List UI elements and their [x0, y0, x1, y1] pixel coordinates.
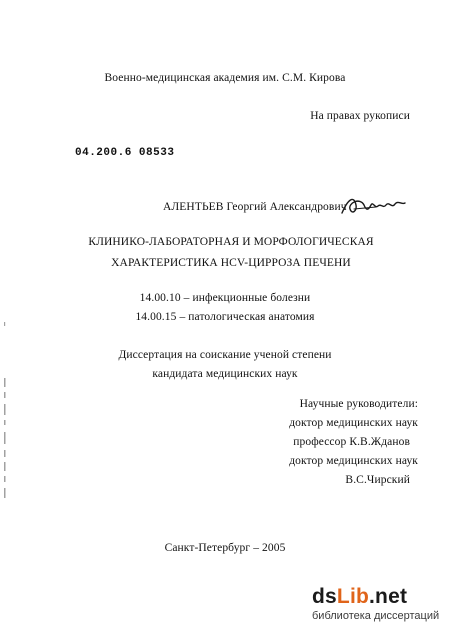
advisors-heading: Научные руководители:	[299, 398, 418, 410]
advisor-2-name: В.С.Чирский	[345, 474, 410, 486]
advisor-2-degree: доктор медицинских наук	[289, 455, 418, 467]
specialty-1: 14.00.10 – инфекционные болезни	[139, 292, 311, 304]
registration-number: 04.200.6 08533	[75, 147, 175, 159]
specialty-2: 14.00.15 – патологическая анатомия	[135, 311, 315, 323]
advisor-1-degree: доктор медицинских наук	[289, 417, 418, 429]
rights-note: На правах рукописи	[310, 110, 410, 122]
watermark-brand	[312, 586, 439, 608]
watermark-subtitle: библиотека диссертаций	[312, 610, 440, 622]
title-line-2: ХАРАКТЕРИСТИКА HCV-ЦИРРОЗА ПЕЧЕНИ	[111, 257, 351, 269]
advisor-1-name: профессор К.В.Жданов	[293, 436, 410, 448]
institution-line: Военно-медицинская академия им. С.М. Кирова	[104, 72, 346, 84]
watermark-brand-text: dsLib.net	[312, 585, 408, 608]
dissertation-line-1: Диссертация на соискание ученой степени	[118, 349, 332, 361]
dissertation-line-2: кандидата медицинских наук	[152, 368, 298, 380]
author-signature	[338, 191, 408, 221]
author-name: АЛЕНТЬЕВ Георгий Александрович	[163, 201, 347, 213]
title-line-1: КЛИНИКО-ЛАБОРАТОРНАЯ И МОРФОЛОГИЧЕСКАЯ	[88, 236, 374, 248]
watermark-logo	[312, 586, 439, 623]
place-year: Санкт-Петербург – 2005	[164, 542, 286, 554]
